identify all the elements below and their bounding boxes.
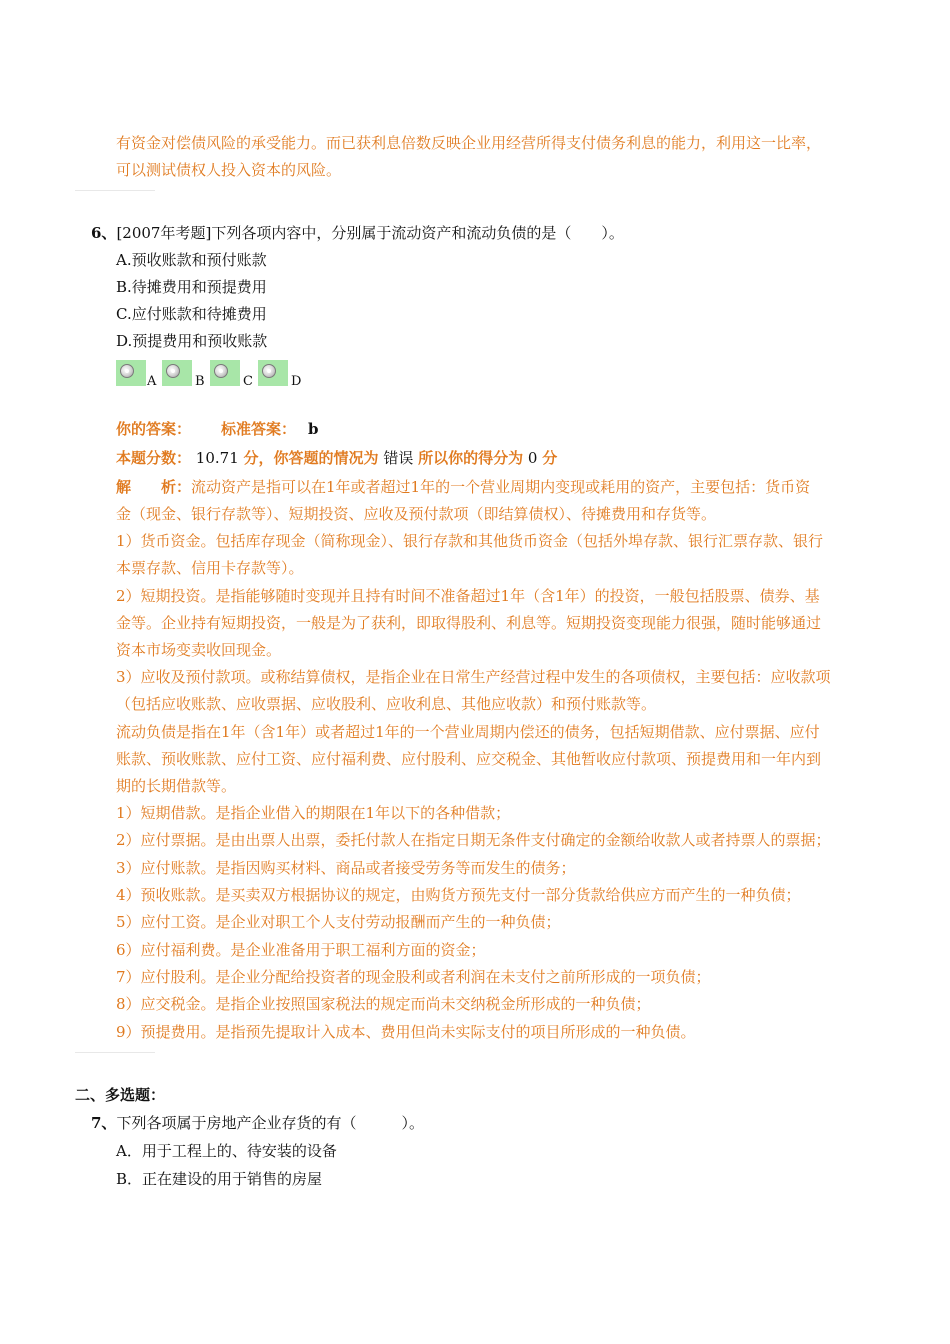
- section-title: 二、多选题：: [75, 1086, 166, 1104]
- standard-answer-value: b: [308, 420, 319, 438]
- radio-icon: [214, 364, 228, 378]
- option-a: A.预收账款和预付账款: [116, 251, 267, 269]
- radio-icon: [262, 364, 276, 378]
- radio-d[interactable]: [258, 360, 288, 386]
- question-text: [2007年考题]下列各项内容中，分别属于流动资产和流动负债的是（ ）。: [116, 224, 624, 242]
- radio-icon: [120, 364, 134, 378]
- analysis-line-7: 资本市场变卖收回现金。: [116, 641, 282, 659]
- analysis-line-20: 8）应交税金。是指企业按照国家税法的规定而尚未交纳税金所形成的一种负债；: [116, 995, 651, 1013]
- radio-c-label: C: [243, 374, 253, 389]
- analysis-line-11: 账款、预收账款、应付工资、应付福利费、应付股利、应交税金、其他暂收应付款项、预提费用和一年内到: [116, 750, 822, 768]
- analysis-line-5: 2）短期投资。是指能够随时变现并且持有时间不准备超过1年（含1年）的投资，一般包括股票、债券、基: [116, 587, 820, 605]
- option-a: A．用于工程上的、待安装的设备: [116, 1142, 337, 1160]
- question-7-stem: [91, 1113, 424, 1133]
- analysis-label: 解 析：: [116, 478, 192, 496]
- analysis-line-13: 1）短期借款。是指企业借入的期限在1年以下的各种借款；: [116, 804, 511, 822]
- radio-c[interactable]: [210, 360, 240, 386]
- analysis-line-4: 本票存款、信用卡存款等）。: [116, 559, 304, 577]
- divider: [75, 190, 155, 191]
- analysis-line-8: 3）应收及预付款项。或称结算债权，是指企业在日常生产经营过程中发生的各项债权，主要包括：应收款项: [116, 668, 831, 686]
- final-score-label: 所以你的得分为: [418, 449, 524, 467]
- prev-analysis-line-1: 有资金对偿债风险的承受能力。而已获利息倍数反映企业用经营所得支付债务利息的能力，利用这一比率，: [116, 134, 822, 152]
- option-b: B.待摊费用和预提费用: [116, 278, 267, 296]
- final-score-value: 0: [527, 449, 538, 467]
- analysis-line-18: 6）应付福利费。是企业准备用于职工福利方面的资金；: [116, 941, 486, 959]
- standard-answer-label: 标准答案：: [221, 420, 297, 438]
- result-value: 错误: [383, 449, 414, 467]
- analysis-line-3: 1）货币资金。包括库存现金（简称现金）、银行存款和其他货币资金（包括外埠存款、银行汇票存款、银行: [116, 532, 824, 550]
- question-number: 7、: [91, 1114, 117, 1132]
- analysis-line-15: 3）应付账款。是指因购买材料、商品或者接受劳务等而发生的债务；: [116, 859, 576, 877]
- analysis-line-17: 5）应付工资。是企业对职工个人支付劳动报酬而产生的一种负债；: [116, 913, 561, 931]
- analysis-line-1: [116, 477, 810, 497]
- analysis-line-2: 金（现金、银行存款等）、短期投资、应收及预付款项（即结算债权）、待摊费用和存货等。: [116, 505, 717, 523]
- analysis-line-19: 7）应付股利。是企业分配给投资者的现金股利或者利润在未支付之前所形成的一项负债；: [116, 968, 711, 986]
- analysis-text: 流动资产是指可以在1年或者超过1年的一个营业周期内变现或耗用的资产，主要包括：货币资: [191, 478, 811, 496]
- radio-a[interactable]: [116, 360, 146, 386]
- question-text: 下列各项属于房地产企业存货的有（ ）。: [116, 1114, 424, 1132]
- score-value: 10.71: [195, 449, 239, 467]
- option-d: D.预提费用和预收账款: [116, 332, 268, 350]
- analysis-line-9: （包括应收账款、应收票据、应收股利、应收利息、其他应收款）和预付账款等。: [116, 695, 657, 713]
- analysis-line-12: 期的长期借款等。: [116, 777, 237, 795]
- question-6-stem: [91, 223, 624, 243]
- radio-d-label: D: [291, 374, 302, 389]
- score-row: [116, 448, 557, 468]
- radio-a-label: A: [147, 374, 157, 389]
- radio-icon: [166, 364, 180, 378]
- divider: [75, 1052, 155, 1053]
- final-score-unit: 分: [542, 449, 558, 467]
- analysis-line-10: 流动负债是指在1年（含1年）或者超过1年的一个营业周期内偿还的债务，包括短期借款、应付票据、应付: [116, 723, 820, 741]
- option-b: B．正在建设的用于销售的房屋: [116, 1170, 323, 1188]
- answer-row: [116, 419, 319, 439]
- question-number: 6、: [91, 224, 117, 242]
- radio-b-label: B: [195, 374, 205, 389]
- radio-b[interactable]: [162, 360, 192, 386]
- score-label: 本题分数：: [116, 449, 192, 467]
- option-c: C.应付账款和待摊费用: [116, 305, 267, 323]
- analysis-line-21: 9）预提费用。是指预先提取计入成本、费用但尚未实际支付的项目所形成的一种负债。: [116, 1023, 696, 1041]
- analysis-line-14: 2）应付票据。是由出票人出票，委托付款人在指定日期无条件支付确定的金额给收款人或者持票人的票据；: [116, 831, 831, 849]
- analysis-line-6: 金等。企业持有短期投资，一般是为了获利，即取得股利、利息等。短期投资变现能力很强，随时能够通过: [116, 614, 822, 632]
- prev-analysis-line-2: 可以测试债权人投入资本的风险。: [116, 161, 342, 179]
- analysis-line-16: 4）预收账款。是买卖双方根据协议的规定，由购货方预先支付一部分货款给供应方而产生的一种负债；: [116, 886, 801, 904]
- your-answer-label: 你的答案：: [116, 420, 192, 438]
- score-unit: 分，你答题的情况为: [243, 449, 379, 467]
